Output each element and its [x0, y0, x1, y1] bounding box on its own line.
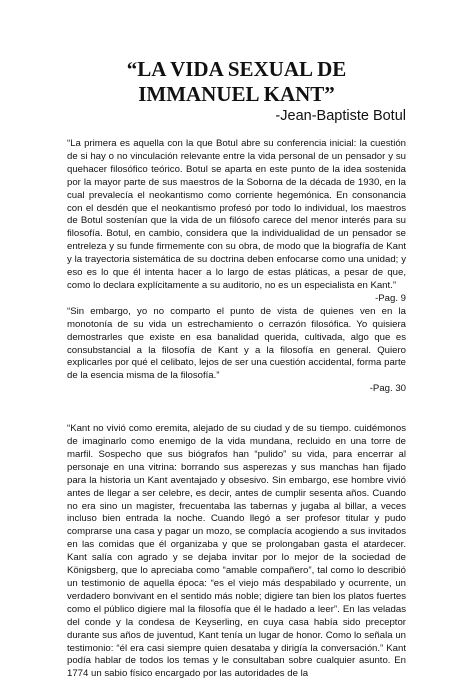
quote-paragraph-1: “La primera es aquella con la que Botul abre su conferencia inicial: la cuestión de si hay o no vinculación relevante entre la vida personal de un pensador y su quehacer filosófico teórico. Botul se aparta en este punto de la idea sostenida por la mayor parte de sus maestros de la Soborna de la década de 1930, en la cual prevalecía el neokantismo como corriente hegemónica. En consonancia con el desdén que el neokantismo profesó por todo lo individual, los maestros de Botul sostenían que la vida de un filósofo carece del menor interés para su filosofía. Botul, en cambio, considera que la individualidad de un pensador se entreleza y su funde firmemente con su obra, de modo que la biografía de Kant y la trayectoria sistemática de su doctrina deben enfocarse como una unidad; y eso es lo que él intenta hacer a lo largo de estas pláticas, a pesar de que, como lo declara explícitamente a su auditorio, no es un especialista en Kant.”	[67, 138, 406, 291]
quote-paragraph-2: “Sin embargo, yo no comparto el punto de vista de quienes ven en la monotonía de su vida un estrechamiento o cerrazón filosófica. Yo quisiera demostrarles que existe en esa banalidad querida, cultivada, algo que es consubstancial a la filosofía de Kant y a la filosofía en general. Quiero explicarles por qué el celibato, lejos de ser una cuestión accidental, forma parte de la esencia misma de la filosofía.”	[67, 305, 406, 382]
quote-paragraph-3: “Kant no vivió como eremita, alejado de su ciudad y de su tiempo. cuidémonos de imaginarlo como enemigo de la vida mundana, recluido en una torre de marfil. Sospecho que sus biógrafos han “pulido” su vida, para encerrar al personaje en una vitrina: borrando sus asperezas y sus manchas han fijado para la historia un Kant aventajado y obsesivo. Sin embargo, ese hombre vivió antes de llegar a ser celebre, es decir, antes de cumplir sesenta años. Cuando no era sino un magister, frecuentaba las tabernas y jugaba al billar, a veces incluso bien entrada la noche. Cuando llegó a ser profesor titular y pudo comprarse una casa y pagar un mozo, se complacía acogiendo a sus invitados en las comidas que él organizaba y que se prolongaban gasta el atardecer. Kant salía con agrado y se dejaba invitar por lo mejor de la sociedad de Königsberg, que lo apreciaba como “amable compañero”, tal como lo describió un testimonio de aquella época: “es el viejo más despabilado y ocurrente, un verdadero bonvivant en el sentido más noble; digiere tan bien los platos fuertes como el público digiere mal la filosofía que él le hadado a leer”. En las veladas del conde y la condesa de Keyserling, en cuya casa había sido preceptor durante sus años de juventud, Kant tenía un lugar de honor. Como lo señala un testimonio: “él era casi siempre quien desataba y dirigía la conversación.” Kant podía hablar de todos los temas y le consultaban sobre cualquier asunto. En 1774 un sabio físico encargado por las autoridades de la	[67, 423, 406, 680]
page-reference-2: -Pag. 30	[369, 383, 406, 395]
page-reference-1: -Pag. 9	[375, 292, 406, 304]
document-title: “LA VIDA SEXUAL DE IMMANUEL KANT”	[126, 57, 347, 106]
author-line: -Jean-Baptiste Botul	[275, 108, 406, 124]
